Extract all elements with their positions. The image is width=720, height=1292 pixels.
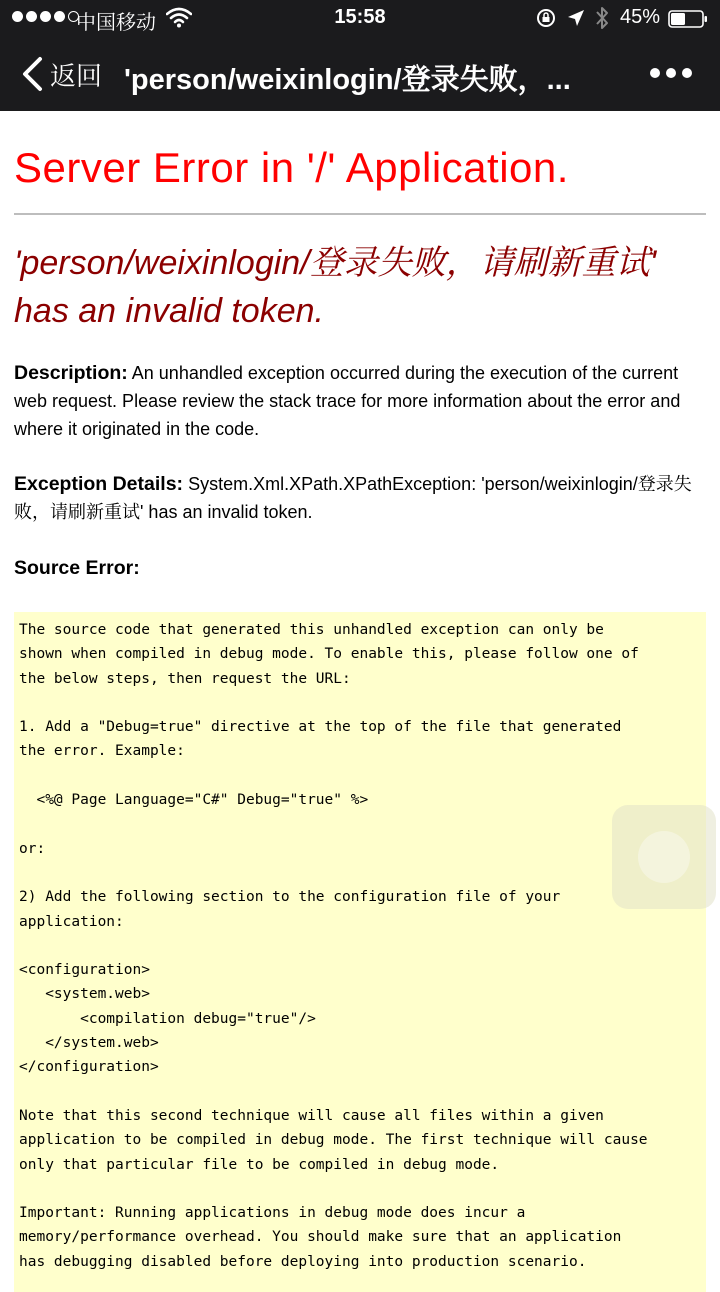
page-title: 'person/weixinlogin/登录失败，... xyxy=(124,64,571,96)
chevron-left-icon xyxy=(20,56,44,92)
exception-details-paragraph xyxy=(14,470,706,526)
more-dot-icon xyxy=(682,68,692,78)
exception-label: Exception Details: xyxy=(14,473,184,495)
description-label: Description: xyxy=(14,362,128,384)
bluetooth-icon xyxy=(594,5,610,31)
battery-icon xyxy=(668,10,708,28)
source-code-text: The source code that generated this unhandled exception can only be shown when compiled in debug mode. To enable this, please follow one of the below steps, then request the URL: 1. Add a "Debug=true" directive at the top of the file that generated the error. Example: <%@ Page Language="C#" Debug="true" %> or: 2) Add the following section to the configuration file of your application: <configuration> <system.web> <compilation debug="true"/> </system.web> </configuration> Note that this second technique will cause all files within a given application to be compiled in debug mode. The first technique will cause only that particular file to be compiled in debug mode. Important: Running applications in debug mode does incur a memory/performance overhead. You should make sure that an application has debugging disabled before deploying into production scenario. xyxy=(19,622,648,1270)
description-paragraph xyxy=(14,359,706,443)
status-bar xyxy=(0,0,720,38)
more-dot-icon xyxy=(666,68,676,78)
clock: 15:58 xyxy=(334,6,386,28)
battery-percent: 45% xyxy=(620,6,661,28)
back-button[interactable] xyxy=(20,54,102,94)
back-label: 返回 xyxy=(50,60,103,91)
more-dot-icon xyxy=(650,68,660,78)
exception-text: System.Xml.XPath.XPathException: 'person/weixinlogin/登录失败，请刷新重试' has an invalid token. xyxy=(14,474,692,522)
divider xyxy=(14,213,706,215)
source-code-box xyxy=(14,612,706,1292)
error-message: 'person/weixinlogin/登录失败，请刷新重试' has an invalid token. xyxy=(14,244,657,330)
source-error-label: Source Error: xyxy=(14,557,140,579)
floating-assistive-button[interactable] xyxy=(612,805,716,909)
navigation-bar xyxy=(0,38,720,111)
server-error-heading: Server Error in '/' Application. xyxy=(14,144,569,191)
more-options-button[interactable] xyxy=(650,66,692,80)
description-text: An unhandled exception occurred during the execution of the current web request. Please review the stack trace for more information about the error and where it originated in the code. xyxy=(14,363,681,439)
carrier-name: 中国移动 xyxy=(76,12,156,34)
rotation-lock-icon xyxy=(536,8,556,28)
error-page-content xyxy=(14,111,706,582)
location-arrow-icon xyxy=(566,8,586,28)
